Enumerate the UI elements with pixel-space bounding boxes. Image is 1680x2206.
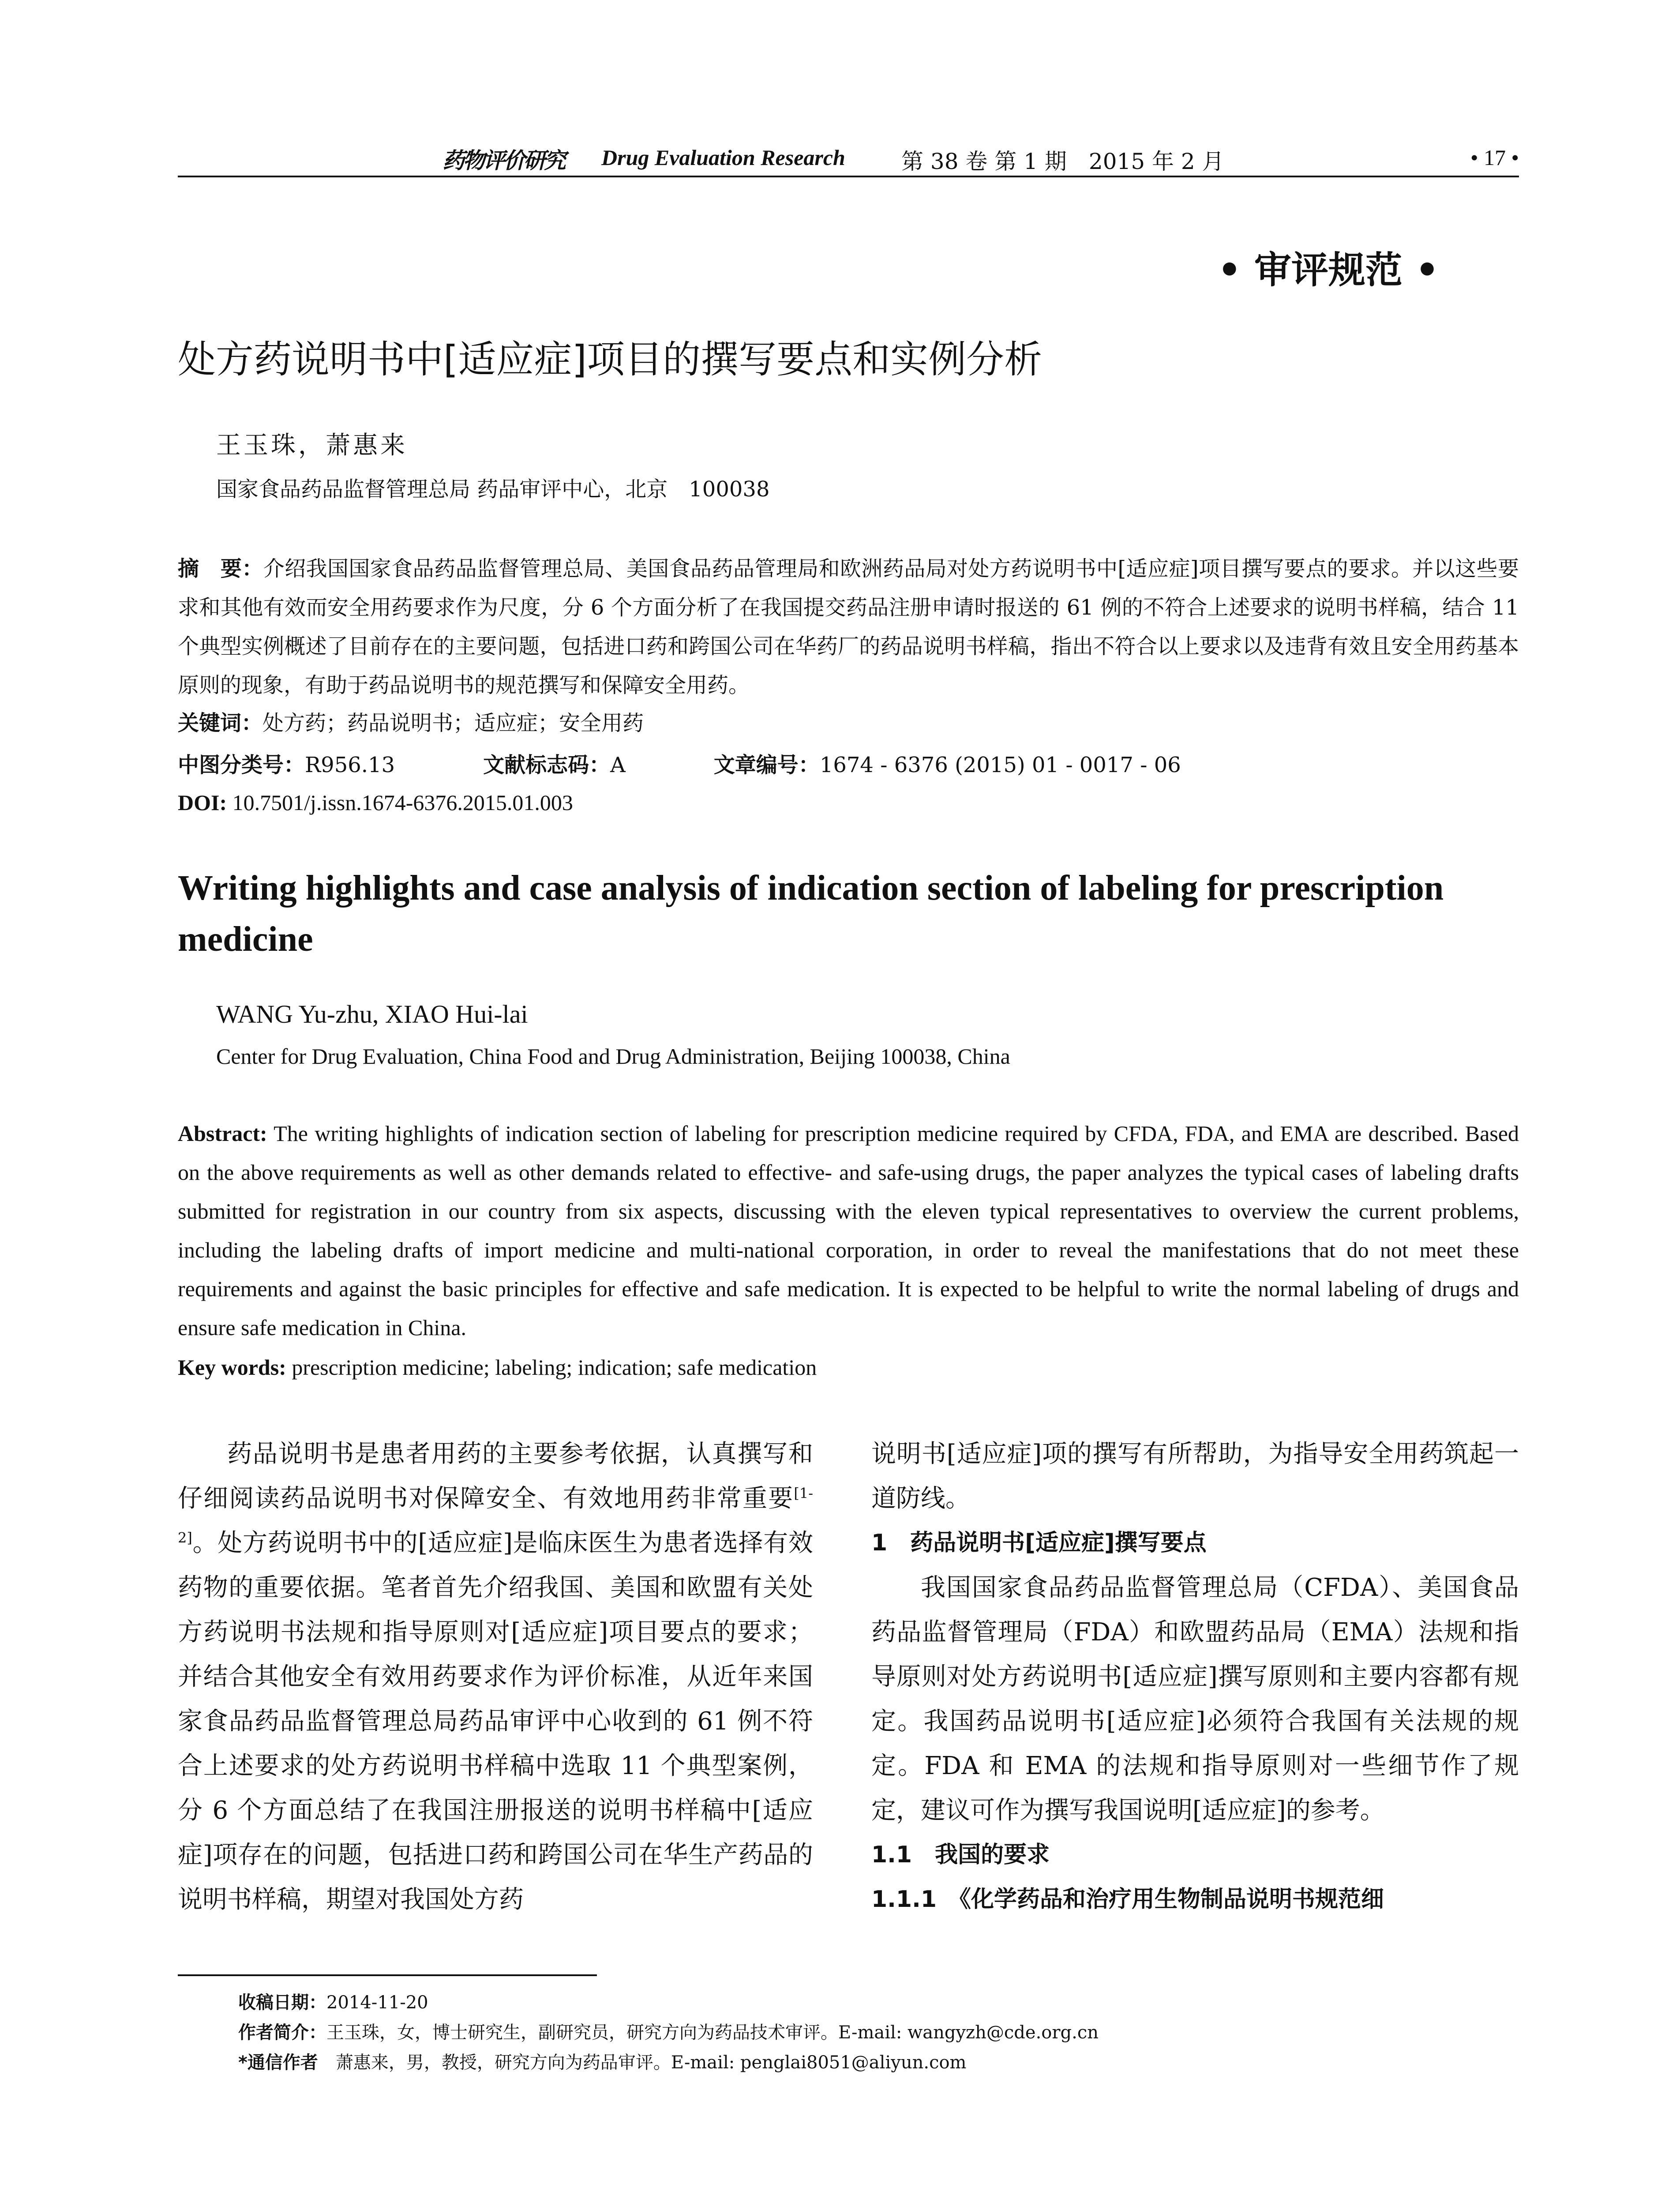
author-bio: 王玉珠，女，博士研究生，副研究员，研究方向为药品技术审评。E-mail: wangyzh@cde.org.cn <box>326 2022 1099 2043</box>
intro-paragraph <box>178 1432 813 1922</box>
keywords-en-text: prescription medicine; labeling; indication; safe medication <box>292 1355 817 1380</box>
journal-logo-cn: 药物评价研究 <box>442 147 564 173</box>
intro-text-1: 药品说明书是患者用药的主要参考依据，认真撰写和仔细阅读药品说明书对保障安全、有效地用药非常重要 <box>178 1440 813 1513</box>
classification-line <box>178 748 1181 778</box>
section-heading-1: 1 药品说明书[适应症]撰写要点 <box>871 1530 1207 1556</box>
journal-name-en: Drug Evaluation Research <box>601 145 845 170</box>
doi-label: DOI: <box>178 790 227 815</box>
footnote-corresponding <box>238 2048 1099 2078</box>
doi-value: 10.7501/j.issn.1674-6376.2015.01.003 <box>232 790 573 815</box>
body-column-left <box>178 1432 813 1922</box>
affiliation-en: Center for Drug Evaluation, China Food and Drug Administration, Beijing 100038, China <box>216 1044 1010 1069</box>
running-header <box>178 140 1519 176</box>
abstract-cn-text: 介绍我国国家食品药品监督管理总局、美国食品药品管理局和欧洲药品局对处方药说明书中[适应症]项目撰写要点的要求。并以这些要求和其他有效而安全用药要求作为尺度，分 6 个方面分析了在我国提交药品注册申请时报送的 61 例的不符合上述要求的说明书样稿，结合 11 个典型实例概述了目前存在的主要问题，包括进口药和跨国公司在华药厂的药品说明书样稿，指出不符合以上要求以及违背有效且安全用药基本原则的现象，有助于药品说明书的规范撰写和保障安全用药。 <box>178 556 1519 698</box>
title-cn: 处方药说明书中[适应症]项目的撰写要点和实例分析 <box>178 338 1042 382</box>
received-date: 2014-11-20 <box>326 1992 428 2013</box>
article-no-label: 文章编号： <box>713 753 820 777</box>
header-rule <box>178 176 1519 177</box>
authors-en: WANG Yu-zhu, XIAO Hui-lai <box>216 1000 528 1028</box>
section-heading-1-1-1: 1.1.1 《化学药品和治疗用生物制品说明书规范细 <box>871 1886 1384 1913</box>
corresponding-label: *通信作者 <box>238 2052 336 2073</box>
keywords-cn <box>178 706 644 736</box>
corresponding-author: 萧惠来，男，教授，研究方向为药品审评。E-mail: penglai8051@aliyun.com <box>335 2052 967 2073</box>
citation-ref[interactable]: [1-2] <box>178 1485 813 1546</box>
section-label: • 审评规范 • <box>1218 248 1439 292</box>
clc-value: R956.13 <box>305 753 395 777</box>
section-1-paragraph: 我国国家食品药品监督管理总局（CFDA）、美国食品药品监督管理局（FDA）和欧盟药品局（EMA）法规和指导原则对处方药说明书[适应症]撰写原则和主要内容都有规定。我国药品说明书[适应症]必须符合我国有关法规的规定。FDA 和 EMA 的法规和指导原则对一些细节作了规定，建议可作为撰写我国说明[适应症]的参考。 <box>871 1573 1519 1825</box>
abstract-cn <box>178 549 1519 705</box>
doi-line <box>178 790 573 815</box>
keywords-cn-label: 关键词： <box>178 711 263 735</box>
keywords-en <box>178 1354 817 1380</box>
authors-cn: 王玉珠，萧惠来 <box>216 431 408 460</box>
affiliation-cn: 国家食品药品监督管理总局 药品审评中心，北京 100038 <box>216 477 770 502</box>
keywords-en-label: Key words: <box>178 1355 286 1380</box>
abstract-cn-label: 摘 要： <box>178 556 263 581</box>
keywords-cn-text: 处方药；药品说明书；适应症；安全用药 <box>262 711 644 735</box>
abstract-en <box>178 1114 1519 1347</box>
page-number: • 17 • <box>1470 145 1519 170</box>
issue-info: 第 38 卷 第 1 期 2015 年 2 月 <box>901 149 1224 174</box>
body-column-right <box>871 1432 1519 1922</box>
clc-label: 中图分类号： <box>178 753 305 777</box>
footnotes <box>238 1988 1099 2078</box>
footnote-rule <box>178 1974 597 1976</box>
intro-text-2: 。处方药说明书中的[适应症]是临床医生为患者选择有效药物的重要依据。笔者首先介绍我国、美国和欧盟有关处方药说明书法规和指导原则对[适应症]项目要点的要求；并结合其他安全有效用药要求作为评价标准，从近年来国家食品药品监督管理总局药品审评中心收到的 61 例不符合上述要求的处方药说明书样稿中选取 11 个典型案例，分 6 个方面总结了在我国注册报送的说明书样稿中[适应症]项存在的问题，包括进口药和跨国公司在华生产药品的说明书样稿，期望对我国处方药 <box>178 1529 813 1914</box>
title-en: Writing highlights and case analysis of indication section of labeling for prescription medicine <box>178 869 1444 959</box>
article-no-value: 1674 - 6376 (2015) 01 - 0017 - 06 <box>819 753 1181 777</box>
abstract-en-label: Abstract: <box>178 1121 267 1146</box>
footnote-author <box>238 2018 1099 2048</box>
abstract-en-text: The writing highlights of indication section of labeling for prescription medicine required by CFDA, FDA, and EMA are described. Based on the above requirements as well as other demands related to effective- and safe-using drugs, the paper analyzes the typical cases of labeling drafts submitted for registration in our country from six aspects, discussing with the eleven typical representatives to overview the current problems, including the labeling drafts of import medicine and multi-national corporation, in order to reveal the manifestations that do not meet these requirements and against the basic principles for effective and safe medication. It is expected to be helpful to write the normal labeling of drugs and ensure safe medication in China. <box>178 1121 1519 1340</box>
author-bio-label: 作者简介： <box>238 2022 326 2043</box>
intro-continuation: 说明书[适应症]项的撰写有所帮助，为指导安全用药筑起一道防线。 <box>871 1440 1519 1513</box>
section-heading-1-1: 1.1 我国的要求 <box>871 1842 1050 1868</box>
footnote-received <box>238 1988 1099 2018</box>
doc-code-value: A <box>610 753 626 777</box>
doc-code-label: 文献标志码： <box>483 753 611 777</box>
received-label: 收稿日期： <box>238 1992 326 2013</box>
